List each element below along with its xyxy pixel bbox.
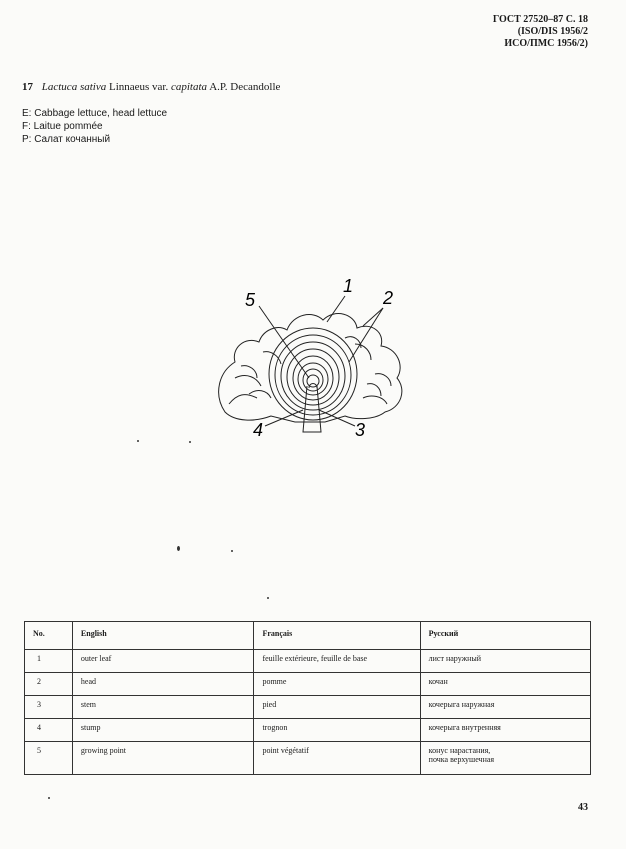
figure-label-2: 2 bbox=[383, 288, 394, 308]
scan-speck bbox=[137, 440, 139, 442]
figure-label-4: 4 bbox=[253, 420, 264, 440]
cell-no: 4 bbox=[25, 719, 73, 742]
cell-english: growing point bbox=[72, 742, 254, 775]
latin-author: Linnaeus var. bbox=[108, 81, 169, 93]
table-row bbox=[25, 673, 591, 696]
cell-no: 5 bbox=[25, 742, 73, 775]
cell-english: stump bbox=[72, 719, 254, 742]
table-header-row bbox=[25, 622, 591, 650]
figure-label-1: 1 bbox=[343, 276, 354, 296]
cell-russian: кочерыга внутренняя bbox=[420, 719, 590, 742]
cell-no: 1 bbox=[25, 650, 73, 673]
cell-french: pied bbox=[254, 696, 420, 719]
cell-russian: кочерыга наружная bbox=[420, 696, 590, 719]
header-standard: ГОСТ 27520–87 С. 18 bbox=[492, 14, 588, 25]
cell-french: pomme bbox=[254, 673, 420, 696]
entry-number: 17 bbox=[22, 81, 33, 93]
table-row bbox=[25, 742, 591, 775]
header-french: Français bbox=[254, 622, 420, 650]
header-iso-ru: ИСО/ПМС 1956/2) bbox=[504, 38, 588, 49]
name-french: F: Laitue pommée bbox=[22, 121, 103, 132]
cell-english: head bbox=[72, 673, 254, 696]
entry-title bbox=[22, 81, 280, 93]
common-names bbox=[22, 107, 167, 146]
header-iso: (ISO/DIS 1956/2 bbox=[517, 26, 588, 37]
table-row bbox=[25, 719, 591, 742]
latin-variety-author: A.P. Decandolle bbox=[209, 81, 281, 93]
latin-genus: Lactuca sativa bbox=[41, 81, 107, 93]
cell-russian: конус нарастания, почка верхушечная bbox=[420, 742, 590, 775]
cell-french: point végétatif bbox=[254, 742, 420, 775]
lettuce-cross-section-illustration bbox=[205, 274, 415, 444]
cell-russian: кочан bbox=[420, 673, 590, 696]
cell-no: 3 bbox=[25, 696, 73, 719]
scan-speck bbox=[177, 546, 180, 551]
cell-english: stem bbox=[72, 696, 254, 719]
cell-english: outer leaf bbox=[72, 650, 254, 673]
figure-label-5: 5 bbox=[245, 290, 256, 310]
scan-speck bbox=[189, 441, 191, 443]
scan-speck bbox=[267, 597, 269, 599]
figure-label-3: 3 bbox=[355, 420, 366, 440]
page-number: 43 bbox=[578, 802, 588, 813]
scan-speck bbox=[48, 797, 50, 799]
header-russian: Русский bbox=[420, 622, 590, 650]
cell-french: trognon bbox=[254, 719, 420, 742]
header-english: English bbox=[72, 622, 254, 650]
scan-speck bbox=[231, 550, 233, 552]
lettuce-figure bbox=[205, 274, 415, 444]
header-no: No. bbox=[25, 622, 73, 650]
terminology-table bbox=[24, 621, 591, 775]
name-russian: P: Салат кочанный bbox=[22, 134, 111, 145]
cell-no: 2 bbox=[25, 673, 73, 696]
name-english: E: Cabbage lettuce, head lettuce bbox=[22, 108, 168, 119]
cell-russian: лист наружный bbox=[420, 650, 590, 673]
latin-variety: capitata bbox=[170, 81, 208, 93]
table-row bbox=[25, 696, 591, 719]
table-row bbox=[25, 650, 591, 673]
page-header bbox=[493, 14, 588, 50]
cell-french: feuille extérieure, feuille de base bbox=[254, 650, 420, 673]
